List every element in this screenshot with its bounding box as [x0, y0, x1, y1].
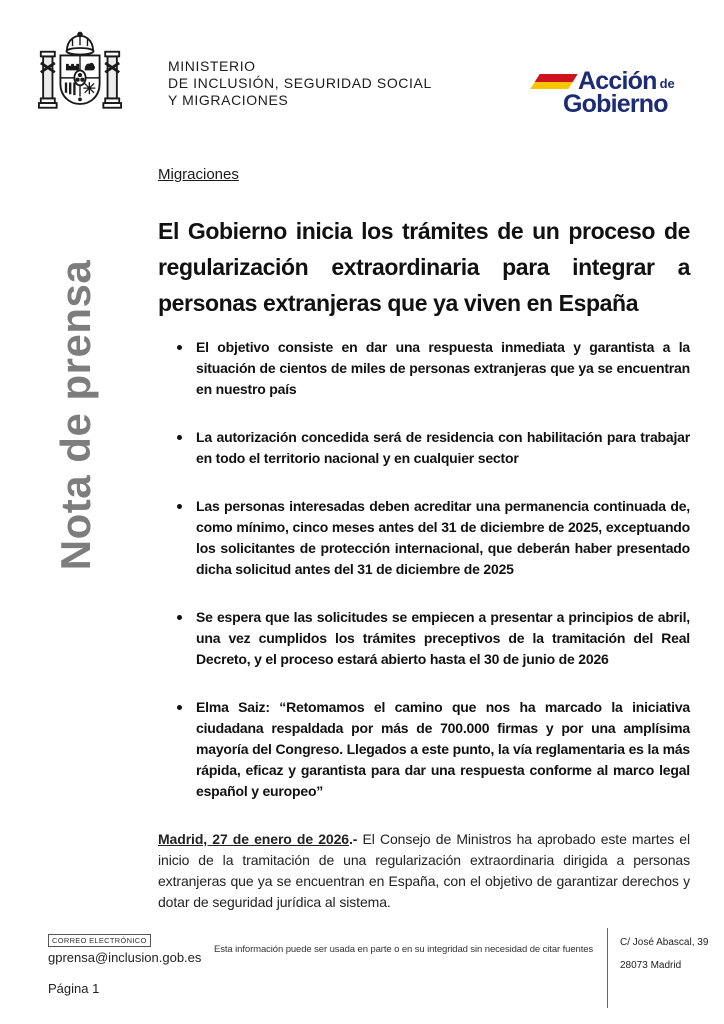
email-label: CORREO ELECTRÓNICO	[48, 934, 151, 947]
footer-contact-block	[48, 930, 201, 996]
body-paragraph	[158, 829, 690, 913]
spain-flag-icon	[530, 74, 577, 89]
accion-de-gobierno-logo	[535, 67, 705, 118]
ministry-name: MINISTERIO DE INCLUSIÓN, SEGURIDAD SOCIAL Y MIGRACIONES	[168, 58, 432, 108]
nota-de-prensa-vertical-label: Nota de prensa	[52, 259, 99, 571]
bullet-item: La autorización concedida será de residencia con habilitación para trabajar en todo el territorio nacional y en cualquier sector	[158, 427, 690, 469]
logo-word-gobierno: Gobierno	[563, 90, 668, 118]
logo-word-de: de	[659, 76, 675, 91]
spain-coat-of-arms-icon	[38, 30, 122, 127]
page-title: El Gobierno inicia los trámites de un proceso de regularización extraordinaria para integrar a personas extranjeras que ya viven en España	[158, 218, 690, 316]
page-number: Página 1	[48, 981, 100, 996]
dateline-separator: .-	[348, 831, 363, 847]
footer-address: C/ José Abascal, 39 28073 Madrid	[620, 937, 709, 971]
bullet-item: Elma Saiz: “Retomamos el camino que nos ha marcado la iniciativa ciudadana respaldada por más de 700.000 firmas y por una amplísima mayoría del Congreso. Llegados a este punto, la vía reglamentaria es la más rápida, eficaz y garantista para dar una respuesta conforme al marco legal español y europeo”	[158, 697, 690, 802]
bullet-item: El objetivo consiste en dar una respuesta inmediata y garantista a la situación de cientos de miles de personas extranjeras que ya se encuentran en nuestro país	[158, 337, 690, 400]
press-release-content	[158, 166, 690, 913]
bullet-item: Se espera que las solicitudes se empiecen a presentar a principios de abril, una vez cumplidos los trámites preceptivos de la tramitación del Real Decreto, y el proceso estará abierto hasta el 30 de junio de 2026	[158, 607, 690, 670]
section-label: Migraciones	[158, 166, 239, 183]
dateline: Madrid, 27 de enero de 2026	[158, 831, 349, 847]
usage-note: Esta información puede ser usada en parte o en su integridad sin necesidad de citar fuentes	[214, 944, 594, 955]
body-text: El Consejo de Ministros ha aprobado este martes el inicio de la tramitación de una regularización extraordinaria dirigida a personas extranjeras que ya se encuentran en España, con el objetivo de garantizar derechos y dotar de seguridad jurídica al sistema.	[158, 831, 690, 910]
logo-word-accion: Acción	[578, 67, 657, 95]
contact-email: gprensa@inclusion.gob.es	[48, 950, 202, 965]
bullet-item: Las personas interesadas deben acreditar una permanencia continuada de, como mínimo, cinco meses antes del 31 de diciembre de 2025, exceptuando los solicitantes de protección internacional, que deberán haber presentado dicha solicitud antes del 31 de diciembre de 2025	[158, 496, 690, 580]
footer-divider	[607, 928, 608, 1008]
key-points-list	[158, 337, 690, 802]
